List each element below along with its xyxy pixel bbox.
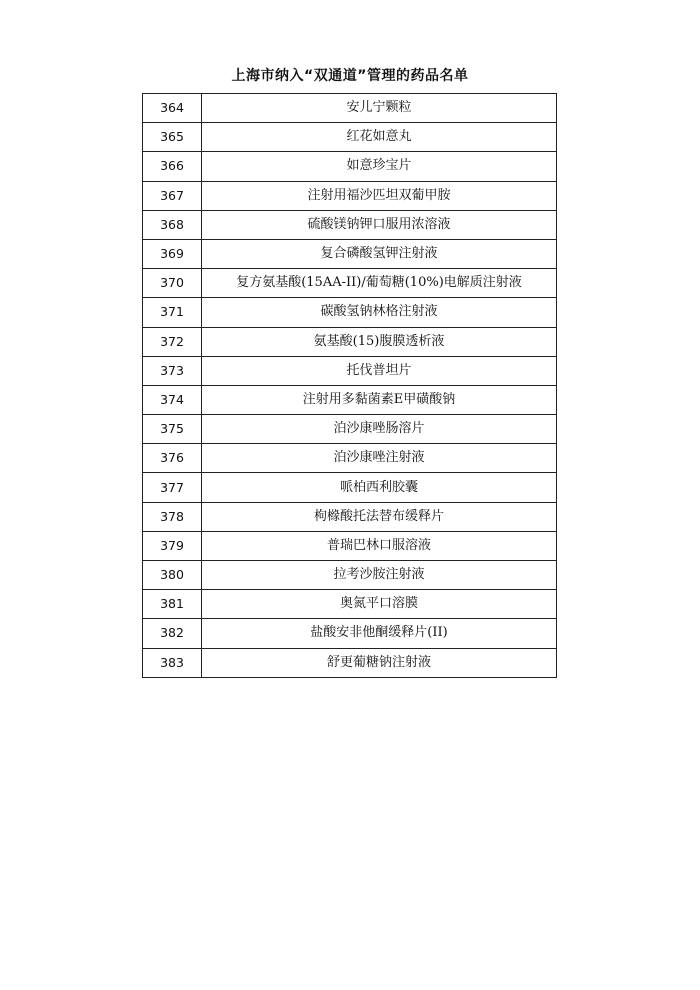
drug-name: 盐酸安非他酮缓释片(II) [202,619,557,648]
row-number: 376 [143,444,202,473]
row-number: 366 [143,152,202,181]
drug-name: 普瑞巴林口服溶液 [202,531,557,560]
table-row [143,415,557,444]
drug-name: 奥氮平口溶膜 [202,590,557,619]
drug-name: 复合磷酸氢钾注射液 [202,239,557,268]
row-number: 377 [143,473,202,502]
row-number: 381 [143,590,202,619]
row-number: 375 [143,415,202,444]
drug-name: 注射用多黏菌素E甲磺酸钠 [202,385,557,414]
page-title: 上海市纳入“双通道”管理的药品名单 [231,68,469,84]
table-row [143,94,557,123]
table-row [143,123,557,152]
table-row [143,327,557,356]
row-number: 374 [143,385,202,414]
table-row [143,619,557,648]
table-row [143,239,557,268]
row-number: 372 [143,327,202,356]
drug-name: 氨基酸(15)腹膜透析液 [202,327,557,356]
drug-name: 哌柏西利胶囊 [202,473,557,502]
table-row [143,648,557,677]
table-row [143,590,557,619]
row-number: 368 [143,210,202,239]
table-row [143,269,557,298]
drug-name: 拉考沙胺注射液 [202,561,557,590]
drug-name: 碳酸氢钠林格注射液 [202,298,557,327]
row-number: 378 [143,502,202,531]
drug-name: 注射用福沙匹坦双葡甲胺 [202,181,557,210]
row-number: 370 [143,269,202,298]
drug-name: 枸橼酸托法替布缓释片 [202,502,557,531]
row-number: 365 [143,123,202,152]
row-number: 369 [143,239,202,268]
table-row [143,210,557,239]
drug-name: 红花如意丸 [202,123,557,152]
table-row [143,502,557,531]
drug-name: 安儿宁颗粒 [202,94,557,123]
table-row [143,531,557,560]
drug-name: 硫酸镁钠钾口服用浓溶液 [202,210,557,239]
row-number: 364 [143,94,202,123]
drug-name: 泊沙康唑肠溶片 [202,415,557,444]
row-number: 380 [143,561,202,590]
row-number: 373 [143,356,202,385]
row-number: 382 [143,619,202,648]
row-number: 371 [143,298,202,327]
drug-name: 泊沙康唑注射液 [202,444,557,473]
table-row [143,444,557,473]
row-number: 379 [143,531,202,560]
drug-name: 舒更葡糖钠注射液 [202,648,557,677]
table-row [143,356,557,385]
drug-name: 托伐普坦片 [202,356,557,385]
table-row [143,473,557,502]
table-row [143,385,557,414]
drug-name: 复方氨基酸(15AA-II)/葡萄糖(10%)电解质注射液 [202,269,557,298]
table-row [143,561,557,590]
row-number: 383 [143,648,202,677]
table-row [143,181,557,210]
drug-name: 如意珍宝片 [202,152,557,181]
table-row [143,298,557,327]
drug-list-table [142,93,557,678]
table-row [143,152,557,181]
row-number: 367 [143,181,202,210]
